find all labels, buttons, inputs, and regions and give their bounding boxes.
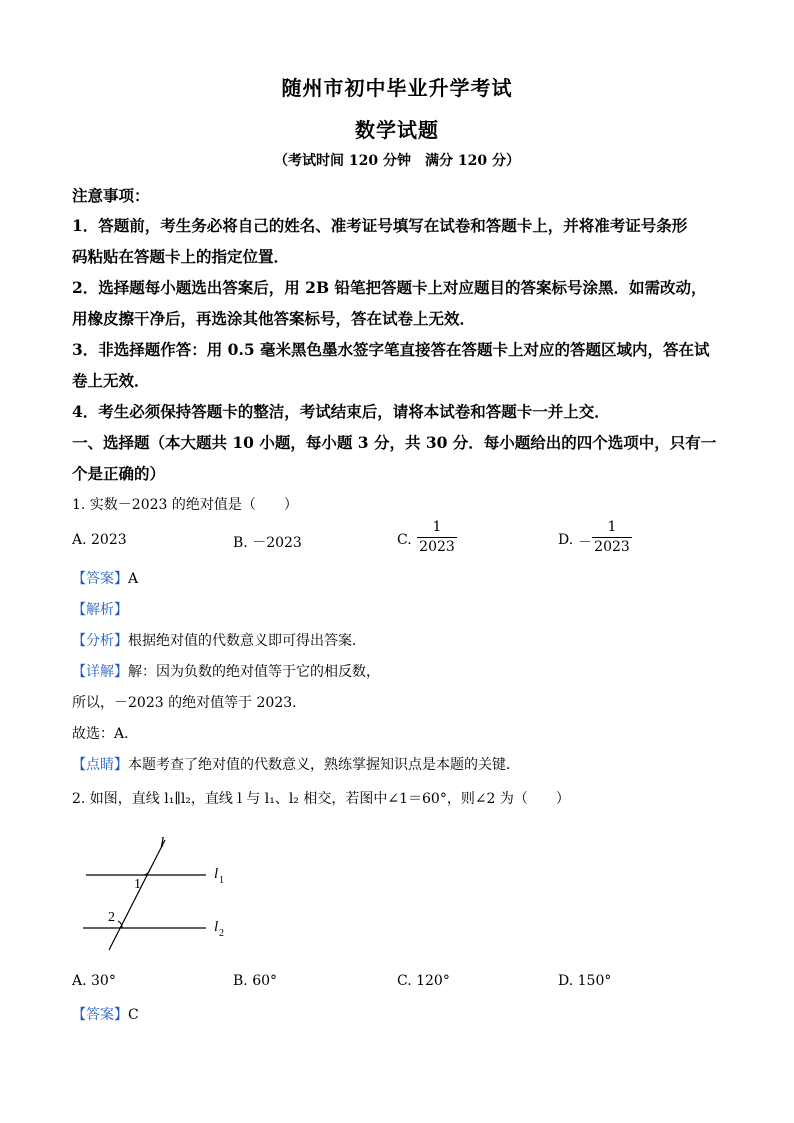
q1-solution-line: 所以，－2023 的绝对值等于 2023． [72, 695, 307, 711]
fraction-bar [592, 537, 632, 538]
analysis-tag: 【解析】 [72, 602, 128, 618]
notes-heading: 注意事项： [72, 186, 150, 205]
answer-tag: 【答案】 [72, 571, 128, 587]
section-heading-cont: 个是正确的） [72, 464, 166, 483]
q1-option-a: A. 2023 [72, 532, 127, 548]
q2-figure [78, 830, 238, 955]
angle1-label: 1 [134, 877, 141, 892]
q1-option-c-fraction [417, 519, 457, 556]
label-l2-sub: 2 [219, 928, 224, 939]
fraction-bar [417, 537, 457, 538]
q1-stem: 1. 实数－2023 的绝对值是（ ） [72, 497, 298, 513]
q1-option-b: B. －2023 [233, 535, 302, 551]
q1-answer [72, 568, 138, 588]
line-l [109, 840, 165, 950]
notes-line: 1．答题前，考生务必将自己的姓名、准考证号填写在试卷和答题卡上，并将准考证号条形 [72, 216, 688, 235]
q1-solution-line: 故选：A． [72, 726, 139, 742]
q2-answer [72, 1004, 139, 1024]
notes-line: 3．非选择题作答：用 0.5 毫米黑色墨水签字笔直接答在答题卡上对应的答题区域内，答在试 [72, 340, 710, 359]
fraction-numerator: 1 [432, 519, 442, 535]
q1-option-c-label: C. [397, 532, 412, 548]
q2-stem: 2. 如图，直线 l₁∥l₂，直线 l 与 l₁、l₂ 相交，若图中∠1＝60°，则∠2 为（ ） [72, 791, 570, 807]
angle2-arc [118, 921, 122, 928]
fenxi-text: 根据绝对值的代数意义即可得出答案． [128, 633, 366, 649]
fraction-numerator: 1 [607, 519, 617, 535]
xiangjie-tag: 【详解】 [72, 664, 128, 680]
q1-analysis-tag [72, 599, 128, 619]
q2-option-c: C. 120° [397, 973, 450, 989]
q2-option-a: A. 30° [72, 973, 116, 989]
fraction-denominator: 2023 [419, 539, 455, 555]
q1-dianjing [72, 754, 520, 774]
label-l: l [160, 835, 165, 851]
q1-option-d-label: D. [558, 532, 574, 548]
section-heading: 一、选择题（本大题共 10 小题，每小题 3 分，共 30 分．每小题给出的四个选项中，只有一 [72, 433, 717, 452]
angle2-label: 2 [108, 910, 115, 925]
dianjing-tag: 【点睛】 [72, 757, 128, 773]
q1-xiangjie [72, 661, 380, 681]
notes-line: 卷上无效． [72, 371, 150, 390]
exam-time-info: （考试时间 120 分钟 满分 120 分） [274, 153, 520, 169]
fraction-denominator: 2023 [594, 539, 630, 555]
q1-option-d-sign: － [578, 535, 592, 551]
notes-line: 4．考生必须保持答题卡的整洁，考试结束后，请将本试卷和答题卡一并上交． [72, 402, 610, 421]
q1-fenxi [72, 630, 366, 650]
angle1-arc [144, 869, 150, 875]
answer-tag: 【答案】 [72, 1007, 128, 1023]
label-l1: l [214, 866, 219, 882]
q1-option-d-fraction [592, 519, 632, 556]
notes-line: 码粘贴在答题卡上的指定位置． [72, 247, 290, 266]
answer-value: A [128, 571, 139, 587]
xiangjie-text: 解：因为负数的绝对值等于它的相反数， [128, 664, 380, 680]
exam-title: 随州市初中毕业升学考试 [281, 76, 513, 100]
notes-line: 2．选择题每小题选出答案后，用 2B 铅笔把答题卡上对应题目的答案标号涂黑．如需改动， [72, 278, 707, 297]
label-l1-sub: 1 [219, 875, 224, 886]
notes-line: 用橡皮擦干净后，再选涂其他答案标号，答在试卷上无效． [72, 309, 476, 328]
q2-option-b: B. 60° [233, 973, 278, 989]
exam-subject: 数学试题 [355, 118, 439, 142]
answer-value: C [128, 1007, 139, 1023]
label-l2: l [214, 919, 219, 935]
fenxi-tag: 【分析】 [72, 633, 128, 649]
dianjing-text: 本题考查了绝对值的代数意义，熟练掌握知识点是本题的关键． [128, 757, 520, 773]
q2-option-d: D. 150° [558, 973, 612, 989]
